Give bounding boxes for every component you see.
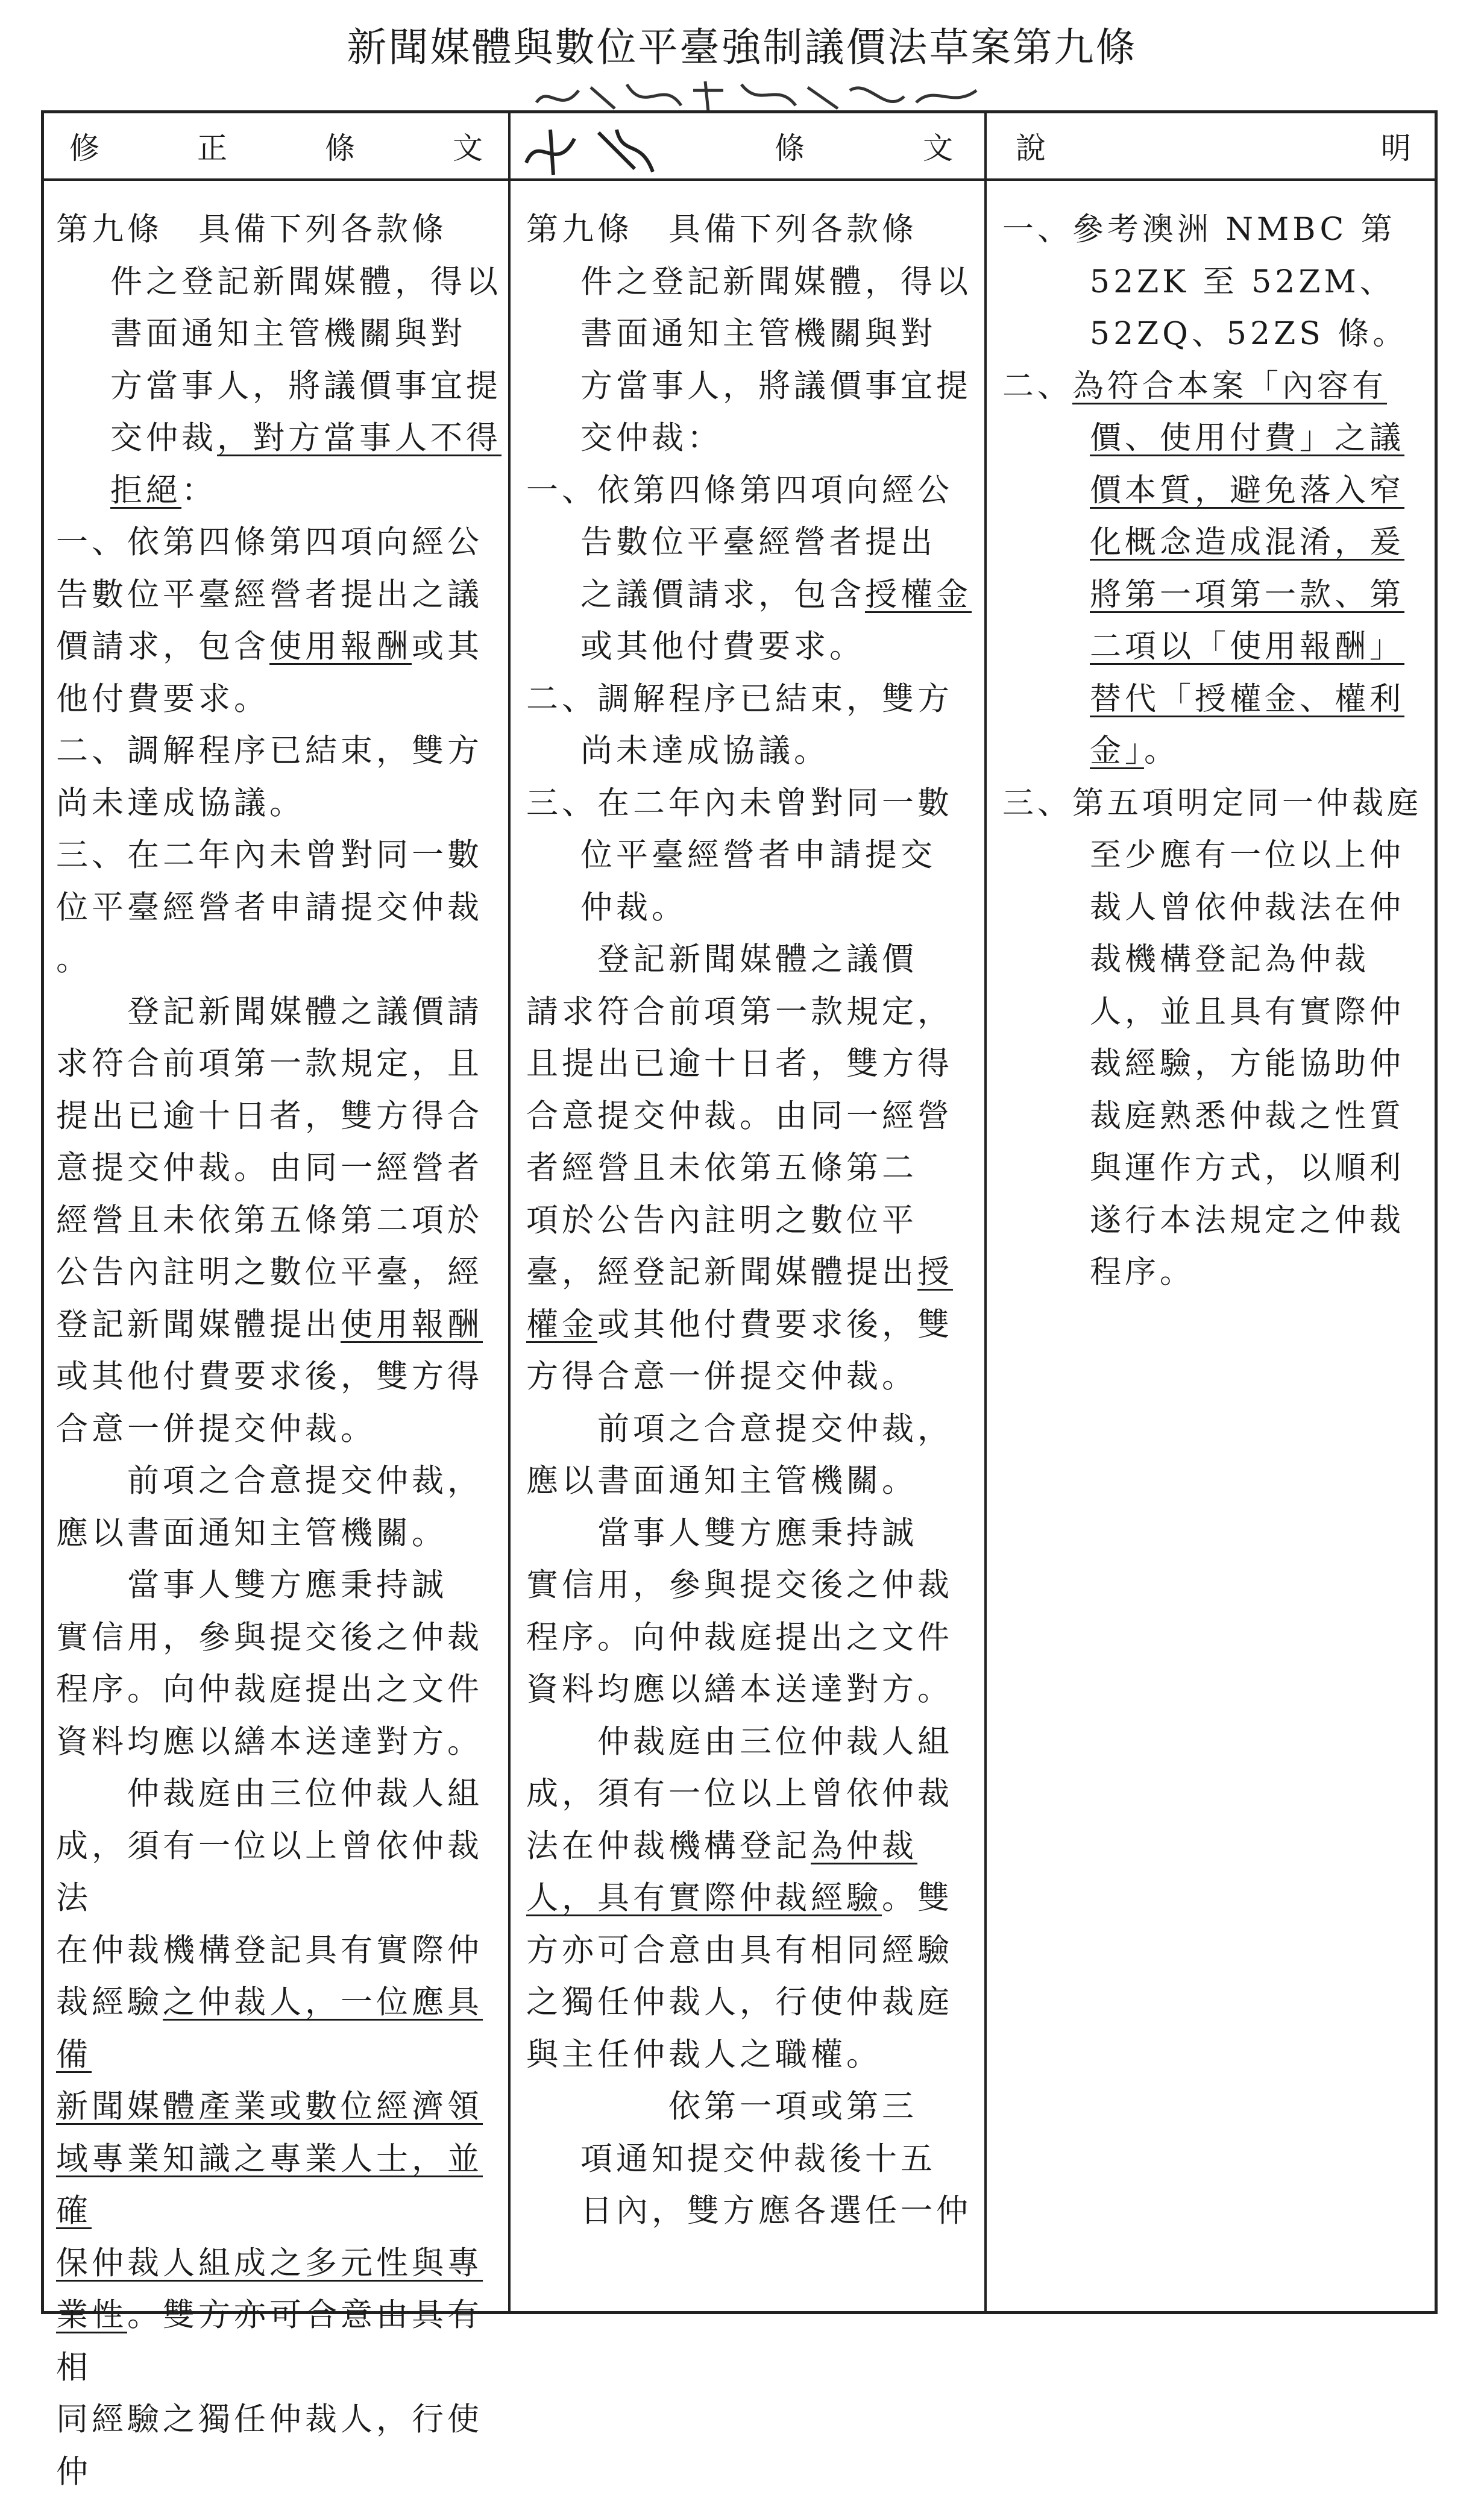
underlined-amendment: 權金 [526, 1306, 597, 1343]
header-char: 條 [775, 131, 805, 166]
text-run: 交仲裁 [110, 420, 217, 456]
header-draft-text [749, 113, 978, 178]
text-run: 成，須有一位以上曾依仲裁法 [56, 1827, 483, 1916]
revised-text-line [56, 934, 502, 986]
text-run: 方當事人，將議價事宜提 [580, 367, 972, 404]
text-run: 資料均應以繕本送達對方。 [526, 1671, 953, 1708]
explanation-item [1002, 778, 1424, 1299]
text-run: 提出已逾十日者，雙方得合 [56, 1097, 483, 1134]
draft-text-line [526, 1038, 972, 1090]
draft-text-line [526, 1925, 972, 1977]
draft-text-line [526, 1351, 972, 1403]
draft-text-line [526, 934, 972, 986]
header-char: 文 [453, 131, 483, 166]
underlined-amendment: 之仲裁人，一位應具備 [56, 1984, 483, 2073]
header-char: 說 [1016, 131, 1046, 166]
text-run: 三、第五項明定同一仲裁庭至少應有一位以上仲裁人曾依仲裁法在仲裁機構登記為仲裁人，並且具有實際仲裁經驗，方能協助仲裁庭熟悉仲裁之性質與運作方式，以順利遂行本法規定之仲裁程序。 [1002, 785, 1423, 1291]
revised-text-line [56, 778, 502, 830]
revised-text-line [56, 517, 502, 569]
revised-text-line [56, 1925, 502, 1977]
text-run: 應以書面通知主管機關。 [56, 1514, 447, 1552]
text-run: 程序。向仲裁庭提出之文件 [526, 1619, 953, 1656]
text-run: 或其他付費要求後，雙 [597, 1306, 953, 1343]
header-char: 文 [923, 131, 953, 166]
text-run: 件之登記新聞媒體，得以 [580, 263, 972, 300]
text-run: 仲裁庭由三位仲裁人組 [56, 1775, 483, 1812]
underlined-amendment: 授 [917, 1254, 953, 1291]
draft-text-line [526, 2133, 972, 2186]
text-run: 經營且未依第五條第二項於 [56, 1201, 483, 1239]
draft-text-line [526, 829, 972, 882]
column-divider [984, 113, 987, 2311]
revised-text-line [56, 1038, 502, 1090]
table-header [44, 113, 1435, 181]
draft-text-line [526, 673, 972, 726]
text-run: 程序。向仲裁庭提出之文件 [56, 1671, 483, 1708]
revised-text-line [56, 673, 502, 726]
draft-text-line [526, 1559, 972, 1612]
text-run: 或其 [412, 628, 483, 665]
text-run: 書面通知主管機關與對 [580, 315, 936, 352]
revised-text-line [56, 1508, 502, 1560]
revised-text-line [56, 1299, 502, 1351]
revised-text-line [56, 1820, 502, 1925]
revised-text-line [56, 256, 502, 309]
revised-text-line [56, 1090, 502, 1143]
underlined-amendment: 授權金 [865, 576, 972, 613]
draft-text-line [526, 1612, 972, 1664]
text-run: 一、參考澳洲 NMBC 第 52ZK 至 52ZM、52ZQ、52ZS 條。 [1002, 212, 1408, 352]
draft-text-line [526, 2029, 972, 2081]
draft-text-line [526, 360, 972, 413]
text-run: 告數位平臺經營者提出之議 [56, 576, 483, 613]
draft-text-line [526, 256, 972, 309]
revised-text-line [56, 2133, 502, 2238]
revised-text-line [56, 2238, 502, 2290]
draft-text-line [526, 1977, 972, 2029]
draft-text-line [526, 1247, 972, 1299]
text-run: 一、依第四條第四項向經公 [526, 471, 953, 509]
text-run: 二、調解程序已結束，雙方 [526, 680, 953, 717]
revised-text-line [56, 204, 502, 256]
text-run: 應以書面通知主管機關。 [526, 1462, 917, 1499]
text-run: 或其他付費要求後，雙方得 [56, 1358, 483, 1395]
text-run: 。 [56, 941, 92, 978]
text-run: 位平臺經營者申請提交 [580, 837, 936, 873]
text-run: 尚未達成協議。 [580, 732, 829, 769]
text-run: 裁經驗 [56, 1984, 163, 2021]
explanation-column [1002, 204, 1424, 1299]
underlined-amendment: 保仲裁人組成之多元性與專 [56, 2244, 483, 2282]
text-run: 前項之合意提交仲裁， [526, 1410, 953, 1447]
text-run: 。 [1144, 733, 1180, 769]
revised-text-line [56, 360, 502, 413]
text-run: 之議價請求，包含 [580, 576, 865, 613]
underlined-amendment: 使用報酬 [341, 1306, 483, 1343]
text-run: 價請求，包含 [56, 628, 269, 665]
text-run: 項於公告內註明之數位平 [526, 1201, 917, 1239]
underlined-amendment: 使用報酬 [269, 628, 412, 665]
draft-text-line [526, 204, 972, 256]
revised-text-line [56, 882, 502, 934]
revised-text-line [56, 621, 502, 673]
text-run: 合意一併提交仲裁。 [56, 1410, 376, 1447]
draft-text-line [526, 569, 972, 621]
draft-text-line [526, 725, 972, 778]
text-run: 登記新聞媒體之議價請 [56, 993, 483, 1030]
revised-text-line [56, 1195, 502, 1247]
draft-text-line [526, 1768, 972, 1820]
draft-text-line [526, 621, 972, 673]
revised-text-line [56, 1142, 502, 1195]
text-run: 之獨任仲裁人，行使仲裁庭 [526, 1984, 953, 2021]
text-run: 交仲裁： [580, 420, 723, 456]
revised-text-line [56, 1716, 502, 1769]
revised-text-line [56, 1455, 502, 1508]
text-run: 實信用，參與提交後之仲裁 [526, 1567, 953, 1603]
text-run: 同經驗之獨任仲裁人，行使仲 [56, 2401, 483, 2490]
draft-article-column [526, 204, 972, 2238]
text-run: 者經營且未依第五條第二 [526, 1150, 917, 1186]
explanation-item [1002, 204, 1424, 360]
text-run: 與主任仲裁人之職權。 [526, 2036, 882, 2073]
revised-text-line [56, 986, 502, 1039]
text-run: 件之登記新聞媒體，得以 [110, 263, 501, 300]
text-run: 位平臺經營者申請提交仲裁 [56, 889, 483, 926]
text-run: 方當事人，將議價事宜提 [110, 367, 501, 404]
underlined-amendment: 業性 [56, 2297, 127, 2333]
draft-text-line [526, 1455, 972, 1508]
revised-text-line [56, 829, 502, 882]
draft-text-line [526, 1508, 972, 1560]
revised-article-column [56, 204, 502, 2498]
text-run: 第九條 具備下列各款條 [56, 211, 447, 248]
draft-text-line [526, 308, 972, 360]
header-char: 修 [69, 131, 99, 166]
text-run: ： [181, 471, 217, 509]
draft-text-line [526, 517, 972, 569]
draft-text-line [526, 412, 972, 465]
text-run: 登記新聞媒體提出 [56, 1306, 341, 1343]
revised-text-line [56, 2289, 502, 2394]
underlined-amendment: 拒絕 [110, 471, 181, 509]
text-run: 二、 [1002, 368, 1073, 404]
text-run: 臺，經登記新聞媒體提出 [526, 1254, 917, 1291]
text-run: 合意提交仲裁。由同一經營 [526, 1097, 953, 1134]
draft-text-line [526, 2185, 972, 2238]
text-run: 求符合前項第一款規定，且 [56, 1045, 483, 1082]
text-run: 前項之合意提交仲裁， [56, 1462, 483, 1499]
draft-text-line [526, 2081, 972, 2133]
underlined-amendment: 域專業知識之專業人士，並確 [56, 2140, 483, 2229]
text-run: 登記新聞媒體之議價 [526, 941, 917, 978]
draft-text-line [526, 1195, 972, 1247]
text-run: 在仲裁機構登記具有實際仲 [56, 1931, 483, 1969]
underlined-amendment: 為符合本案「內容有價、使用付費」之議價本質，避免落入窄化概念造成混淆，爰將第一項第一款、第二項以「使用報酬」替代「授權金、權利金」 [1072, 368, 1405, 769]
revised-text-line [56, 308, 502, 360]
explanation-item [1002, 360, 1424, 778]
header-char: 條 [325, 131, 355, 166]
draft-text-line [526, 1664, 972, 1716]
text-run: 意提交仲裁。由同一經營者 [56, 1150, 483, 1186]
draft-text-line [526, 1403, 972, 1456]
text-run: 依第一項或第三 [526, 2088, 917, 2125]
text-run: 尚未達成協議。 [56, 784, 305, 822]
text-run: 當事人雙方應秉持誠 [526, 1514, 917, 1552]
header-char: 正 [197, 131, 227, 166]
text-run: 一、依第四條第四項向經公 [56, 524, 483, 561]
revised-text-line [56, 1247, 502, 1299]
revised-text-line [56, 1559, 502, 1612]
draft-text-line [526, 778, 972, 830]
text-run: 方得合意一併提交仲裁。 [526, 1358, 917, 1395]
text-run: 三、在二年內未曾對同一數 [526, 784, 953, 822]
revised-text-line [56, 1664, 502, 1716]
header-char: 明 [1381, 131, 1411, 166]
document-title: 新聞媒體與數位平臺強制議價法草案第九條 [347, 24, 1137, 71]
text-run: 資料均應以繕本送達對方。 [56, 1723, 483, 1760]
draft-text-line [526, 1142, 972, 1195]
text-run: 告數位平臺經營者提出 [580, 524, 936, 561]
revised-text-line [56, 412, 502, 465]
text-run: 或其他付費要求。 [580, 628, 865, 665]
comparison-table [41, 110, 1438, 2490]
revised-text-line [56, 569, 502, 621]
revised-text-line [56, 465, 502, 517]
header-revised-text [44, 113, 508, 178]
text-run: 方亦可合意由具有相同經驗 [526, 1931, 953, 1969]
revised-text-line [56, 1977, 502, 2081]
draft-text-line [526, 1716, 972, 1769]
text-run: 仲裁庭由三位仲裁人組 [526, 1723, 953, 1760]
text-run: 當事人雙方應秉持誠 [56, 1567, 447, 1603]
revised-text-line [56, 2394, 502, 2498]
text-run: 法在仲裁機構登記 [526, 1827, 811, 1864]
text-run: 且提出已逾十日者，雙方得 [526, 1045, 953, 1082]
text-run: 第九條 具備下列各款條 [526, 211, 917, 248]
underlined-amendment: 為仲裁 [811, 1827, 917, 1864]
text-run: 。雙 [882, 1880, 953, 1916]
underlined-amendment: 人，具有實際仲裁經驗 [526, 1880, 882, 1916]
draft-text-line [526, 1872, 972, 1925]
draft-text-line [526, 1090, 972, 1143]
draft-text-line [526, 1299, 972, 1351]
text-run: 實信用，參與提交後之仲裁 [56, 1619, 483, 1656]
text-run: 公告內註明之數位平臺，經 [56, 1254, 483, 1291]
draft-text-line [526, 1820, 972, 1873]
text-run: 書面通知主管機關與對 [110, 315, 466, 352]
revised-text-line [56, 1768, 502, 1820]
text-run: 二、調解程序已結束，雙方 [56, 732, 483, 769]
column-divider [508, 113, 511, 2311]
text-run: 成，須有一位以上曾依仲裁 [526, 1775, 953, 1812]
text-run: 他付費要求。 [56, 680, 269, 717]
draft-text-line [526, 882, 972, 934]
handwritten-draft-label [514, 121, 743, 181]
revised-text-line [56, 725, 502, 778]
text-run: 項通知提交仲裁後十五 [580, 2140, 936, 2177]
text-run: 仲裁。 [580, 889, 687, 926]
header-explanation [990, 113, 1436, 178]
revised-text-line [56, 1403, 502, 1456]
text-run: 日內，雙方應各選任一仲 [580, 2192, 972, 2229]
underlined-amendment: 新聞媒體產業或數位經濟領 [56, 2088, 483, 2125]
revised-text-line [56, 2081, 502, 2133]
revised-text-line [56, 1351, 502, 1403]
text-run: 三、在二年內未曾對同一數 [56, 837, 483, 873]
revised-text-line [56, 1612, 502, 1664]
underlined-amendment: ，對方當事人不得 [217, 420, 501, 456]
draft-text-line [526, 465, 972, 517]
text-run: 。雙方亦可合意由具有相 [56, 2297, 483, 2386]
text-run: 請求符合前項第一款規定， [526, 993, 953, 1030]
draft-text-line [526, 986, 972, 1039]
